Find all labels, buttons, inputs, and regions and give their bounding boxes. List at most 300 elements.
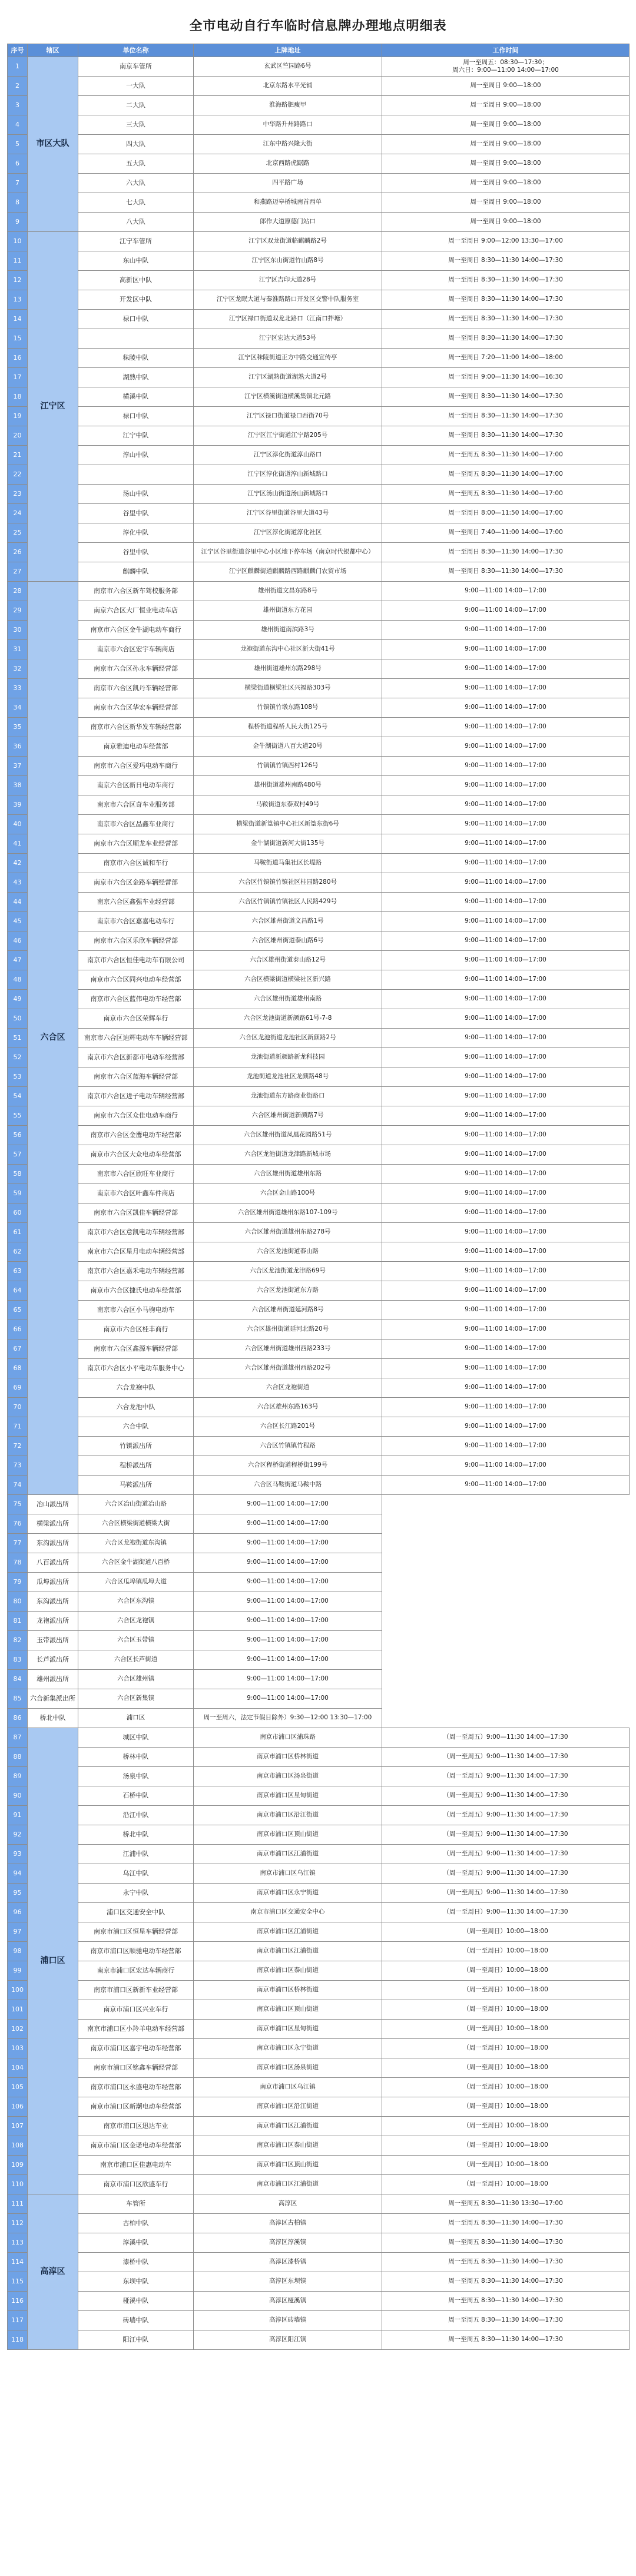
registration-address: 淮海路肥瘦甲	[194, 96, 382, 115]
working-hours: 周一至周五 8:30—11:30 14:00—17:30	[382, 2233, 630, 2253]
unit-name: 江浦中队	[78, 1845, 194, 1864]
row-number: 101	[8, 2000, 28, 2020]
registration-address: 龙袍街道东沟中心社区新大街41号	[194, 640, 382, 659]
registration-address: 六合区竹镇镇竹镇社区人民路429号	[194, 893, 382, 912]
registration-address: 江宁区秣陵街道正方中路交通宣传亭	[194, 349, 382, 368]
row-number: 32	[8, 659, 28, 679]
unit-name: 南京市浦口区新潮电动车经营部	[78, 2097, 194, 2117]
unit-name: 三大队	[78, 115, 194, 135]
unit-name: 南京市六合区嘉嘉电动车行	[78, 912, 194, 931]
table-row	[8, 601, 630, 621]
header-address: 上牌地址	[194, 44, 382, 57]
table-row	[8, 1534, 630, 1553]
row-number: 45	[8, 912, 28, 931]
working-hours: 9:00—11:00 14:00—17:00	[382, 1417, 630, 1437]
working-hours: 周一至周日 8:00—11:50 14:00—17:00	[382, 504, 630, 523]
working-hours: （周一至周五）9:00—11:30 14:00—17:30	[382, 1748, 630, 1767]
unit-name: 汤泉中队	[78, 1767, 194, 1786]
unit-name: 麒麟中队	[78, 562, 194, 582]
unit-name: 六合新集派出所	[28, 1689, 78, 1709]
unit-name: 南京市六合区大众电动车经营部	[78, 1145, 194, 1165]
registration-address: 南京市浦口区永宁街道	[194, 2039, 382, 2058]
row-number: 61	[8, 1223, 28, 1242]
working-hours: （周一至周五）9:00—11:30 14:00—17:30	[382, 1786, 630, 1806]
registration-address: 高淳区东坝镇	[194, 2272, 382, 2292]
working-hours: 9:00—11:00 14:00—17:00	[382, 795, 630, 815]
registration-address: 江宁区淳化街道淳山路口	[194, 446, 382, 465]
working-hours: 9:00—11:00 14:00—17:00	[382, 679, 630, 698]
table-header-row	[8, 44, 630, 57]
registration-address: 六合区雄州街道雄州南路	[194, 990, 382, 1009]
row-number: 20	[8, 426, 28, 446]
table-row	[8, 776, 630, 795]
table-row	[8, 1301, 630, 1320]
unit-name: 南京市六合区凯丹车辆经营部	[78, 679, 194, 698]
working-hours: 9:00—11:00 14:00—17:00	[382, 1184, 630, 1204]
registration-address: 六合区雄州街道文昌路1号	[194, 912, 382, 931]
unit-name: 六大队	[78, 174, 194, 193]
table-row	[8, 368, 630, 387]
row-number: 113	[8, 2233, 28, 2253]
unit-name: 南京六合区大厂恒业电动车店	[78, 601, 194, 621]
table-row	[8, 1748, 630, 1767]
working-hours: 9:00—11:00 14:00—17:00	[382, 1398, 630, 1417]
unit-name: 桥北中队	[28, 1709, 78, 1728]
row-number: 29	[8, 601, 28, 621]
registration-address: 六合区长芦街道	[78, 1650, 194, 1670]
registration-address: 六合区瓜埠镇瓜埠大道	[78, 1573, 194, 1592]
table-row	[8, 349, 630, 368]
unit-name: 永宁中队	[78, 1884, 194, 1903]
unit-name: 南京市六合区星月电动车辆经营部	[78, 1242, 194, 1262]
registration-address: 南京市浦口区永宁街道	[194, 1884, 382, 1903]
working-hours: 周一至周日 8:30—11:30 14:00—17:30	[382, 310, 630, 329]
row-number: 47	[8, 951, 28, 970]
table-row	[8, 1223, 630, 1242]
table-row	[8, 621, 630, 640]
district-cell: 市区大队	[28, 57, 78, 232]
working-hours: 9:00—11:00 14:00—17:00	[382, 776, 630, 795]
registration-address: 南京市浦口区乌江镇	[194, 2078, 382, 2097]
locations-table	[7, 44, 630, 2350]
unit-name: 南京市六合区嘉禾电动车辆经营部	[78, 1262, 194, 1281]
table-row	[8, 1281, 630, 1301]
working-hours: 周一至周五 8:30—11:30 14:00—17:30	[382, 2253, 630, 2272]
working-hours: （周一至周日）10:00—18:00	[382, 2097, 630, 2117]
working-hours: （周一至周日）10:00—18:00	[382, 2039, 630, 2058]
working-hours: 9:00—11:00 14:00—17:00	[382, 893, 630, 912]
row-number: 5	[8, 135, 28, 154]
table-row	[8, 1437, 630, 1456]
table-row	[8, 737, 630, 757]
unit-name: 雄州派出所	[28, 1670, 78, 1689]
row-number: 16	[8, 349, 28, 368]
working-hours: 9:00—11:00 14:00—17:00	[382, 1242, 630, 1262]
table-row	[8, 951, 630, 970]
table-row	[8, 1340, 630, 1359]
working-hours: （周一至周日）10:00—18:00	[382, 1942, 630, 1961]
registration-address: 江宁区宏达大道53号	[194, 329, 382, 349]
table-row	[8, 1689, 630, 1709]
row-number: 100	[8, 1981, 28, 2000]
working-hours: 9:00—11:00 14:00—17:00	[194, 1573, 382, 1592]
row-number: 2	[8, 77, 28, 96]
table-row	[8, 640, 630, 659]
table-row	[8, 1553, 630, 1573]
table-row	[8, 251, 630, 271]
row-number: 85	[8, 1689, 28, 1709]
table-row	[8, 2311, 630, 2330]
row-number: 76	[8, 1514, 28, 1534]
unit-name: 七大队	[78, 193, 194, 213]
row-number: 66	[8, 1320, 28, 1340]
row-number: 17	[8, 368, 28, 387]
row-number: 99	[8, 1961, 28, 1981]
unit-name: 八大队	[78, 213, 194, 232]
table-row	[8, 232, 630, 251]
unit-name: 开发区中队	[78, 290, 194, 310]
table-row	[8, 1048, 630, 1067]
row-number: 83	[8, 1650, 28, 1670]
registration-address: 横梁街道横梁社区兴福路303号	[194, 679, 382, 698]
working-hours: 9:00—11:00 14:00—17:00	[382, 1204, 630, 1223]
unit-name: 南京市六合区叶鑫车件商店	[78, 1184, 194, 1204]
row-number: 58	[8, 1165, 28, 1184]
district-cell: 浦口区	[28, 1728, 78, 2194]
unit-name: 南京六合区鑫强车业经营部	[78, 893, 194, 912]
unit-name: 南京市六合区顺龙车业经营部	[78, 834, 194, 854]
table-row	[8, 135, 630, 154]
table-row	[8, 2136, 630, 2156]
row-number: 15	[8, 329, 28, 349]
row-number: 11	[8, 251, 28, 271]
unit-name: 淳溪中队	[78, 2233, 194, 2253]
registration-address: 南京市浦口区江浦街道	[194, 1942, 382, 1961]
row-number: 49	[8, 990, 28, 1009]
working-hours: 9:00—11:00 14:00—17:00	[382, 854, 630, 873]
table-row	[8, 2330, 630, 2350]
working-hours: 周一至周五 8:30—11:30 13:30—17:00	[382, 2194, 630, 2214]
working-hours: 周一至周五 8:30—11:30 14:00—17:30	[382, 2311, 630, 2330]
table-row	[8, 1884, 630, 1903]
registration-address: 南京市浦口区乌江镇	[194, 1864, 382, 1884]
row-number: 107	[8, 2117, 28, 2136]
working-hours: 周一至周日 7:40—11:00 14:00—17:00	[382, 523, 630, 543]
registration-address: 江宁区禄口街道禄口西街70号	[194, 407, 382, 426]
row-number: 97	[8, 1922, 28, 1942]
working-hours: 9:00—11:00 14:00—17:00	[194, 1553, 382, 1573]
registration-address: 六合区雄州东路163号	[194, 1398, 382, 1417]
row-number: 68	[8, 1359, 28, 1378]
unit-name: 南京车管所	[78, 57, 194, 77]
row-number: 59	[8, 1184, 28, 1204]
registration-address: 六合区冶山街道冶山路	[78, 1495, 194, 1514]
registration-address: 江宁区谷里街道谷里大道43号	[194, 504, 382, 523]
row-number: 72	[8, 1437, 28, 1456]
registration-address: 南京市浦口区江浦街道	[194, 1845, 382, 1864]
unit-name: 南京市浦口区兴业车行	[78, 2000, 194, 2020]
row-number: 116	[8, 2292, 28, 2311]
working-hours: 周一至周日 8:30—11:30 14:00—17:30	[382, 562, 630, 582]
working-hours: 周一至周日 8:30—11:30 14:00—17:30	[382, 543, 630, 562]
working-hours: （周一至周五）9:00—11:30 14:00—17:30	[382, 1825, 630, 1845]
working-hours: （周一至周五）9:00—11:30 14:00—17:30	[382, 1767, 630, 1786]
unit-name: 程桥派出所	[78, 1456, 194, 1476]
unit-name: 石桥中队	[78, 1786, 194, 1806]
registration-address: 六合区横梁街道横梁社区新兴路	[194, 970, 382, 990]
unit-name: 禄口中队	[78, 407, 194, 426]
table-row	[8, 77, 630, 96]
working-hours: 9:00—11:00 14:00—17:00	[382, 1437, 630, 1456]
working-hours: 周一至周五 8:30—11:30 14:00—17:30	[382, 2292, 630, 2311]
working-hours: 9:00—11:00 14:00—17:00	[382, 1048, 630, 1067]
row-number: 77	[8, 1534, 28, 1553]
working-hours: 9:00—11:00 14:00—17:00	[382, 951, 630, 970]
registration-address: 江宁区禄口街道双龙北路口（江南口拌塘）	[194, 310, 382, 329]
page-title: 全市电动自行车临时信息牌办理地点明细表	[189, 18, 447, 34]
registration-address: 南京市浦口区泰山街道	[194, 2136, 382, 2156]
district-cell: 江宁区	[28, 232, 78, 582]
working-hours: 9:00—11:00 14:00—17:00	[382, 737, 630, 757]
row-number: 6	[8, 154, 28, 174]
row-number: 87	[8, 1728, 28, 1748]
working-hours: 周一至周五 8:30—11:30 14:00—17:30	[382, 2330, 630, 2350]
table-row	[8, 1204, 630, 1223]
working-hours: 周一至周日 9:00—11:30 14:00—16:30	[382, 368, 630, 387]
registration-address: 南京市浦口区星甸街道	[194, 1786, 382, 1806]
row-number: 115	[8, 2272, 28, 2292]
registration-address: 六合区新集镇	[78, 1689, 194, 1709]
registration-address: 南京市浦口区星甸街道	[194, 2020, 382, 2039]
working-hours: 9:00—11:00 14:00—17:00	[194, 1612, 382, 1631]
registration-address: 六合区龙池街道泰山路	[194, 1242, 382, 1262]
row-number: 74	[8, 1476, 28, 1495]
unit-name: 东沟派出所	[28, 1592, 78, 1612]
table-row	[8, 213, 630, 232]
registration-address: 六合区金山路100号	[194, 1184, 382, 1204]
table-row	[8, 1029, 630, 1048]
registration-address: 南京市浦口区顶山街道	[194, 2000, 382, 2020]
table-row	[8, 795, 630, 815]
table-row	[8, 1942, 630, 1961]
row-number: 54	[8, 1087, 28, 1106]
unit-name: 南京市六合区新车驾校服务部	[78, 582, 194, 601]
unit-name: 南京市浦口区顺驰电动车经营部	[78, 1942, 194, 1961]
table-row	[8, 523, 630, 543]
row-number: 50	[8, 1009, 28, 1029]
unit-name: 南京市浦口区恒星车辆经营部	[78, 1922, 194, 1942]
row-number: 112	[8, 2214, 28, 2233]
table-row	[8, 1806, 630, 1825]
registration-address: 玄武区竺园路6号	[194, 57, 382, 77]
table-row	[8, 1378, 630, 1398]
row-number: 105	[8, 2078, 28, 2097]
table-row	[8, 1728, 630, 1748]
registration-address: 江宁区双龙街道临麒麟路2号	[194, 232, 382, 251]
working-hours: 9:00—11:00 14:00—17:00	[382, 1301, 630, 1320]
registration-address: 六合区马鞍街道马鞍中路	[194, 1476, 382, 1495]
table-row	[8, 1845, 630, 1864]
working-hours: 9:00—11:00 14:00—17:00	[382, 1029, 630, 1048]
table-row	[8, 1262, 630, 1281]
table-row	[8, 1592, 630, 1612]
table-row	[8, 1786, 630, 1806]
registration-address: 横梁街道新篁镇中心社区新篁东街6号	[194, 815, 382, 834]
registration-address: 南京市浦口区江浦街道	[194, 2175, 382, 2194]
row-number: 82	[8, 1631, 28, 1650]
working-hours: 9:00—11:00 14:00—17:00	[382, 815, 630, 834]
unit-name: 南京市浦口区小羚羊电动车经营部	[78, 2020, 194, 2039]
row-number: 30	[8, 621, 28, 640]
registration-address: 南京市浦口区沿江街道	[194, 2097, 382, 2117]
row-number: 89	[8, 1767, 28, 1786]
registration-address: 高淳区阳江镇	[194, 2330, 382, 2350]
table-row	[8, 1320, 630, 1340]
unit-name: 长芦派出所	[28, 1650, 78, 1670]
registration-address: 六合区雄州街道新颜路7号	[194, 1106, 382, 1126]
working-hours: 9:00—11:00 14:00—17:00	[382, 834, 630, 854]
registration-address: 南京市浦口区江浦街道	[194, 2117, 382, 2136]
row-number: 52	[8, 1048, 28, 1067]
working-hours: 周一至周日 9:00—18:00	[382, 77, 630, 96]
table-row	[8, 815, 630, 834]
table-row	[8, 407, 630, 426]
row-number: 10	[8, 232, 28, 251]
registration-address: 江东中路兴隆大街	[194, 135, 382, 154]
working-hours: 9:00—11:00 14:00—17:00	[382, 1087, 630, 1106]
table-row	[8, 912, 630, 931]
registration-address: 六合区竹镇镇竹程路	[194, 1437, 382, 1456]
registration-address: 和燕路迈皋桥城南首西单	[194, 193, 382, 213]
unit-name: 砖墙中队	[78, 2311, 194, 2330]
unit-name: 南京市浦口区嘉宇电动车经营部	[78, 2039, 194, 2058]
table-row	[8, 1650, 630, 1670]
registration-address: 雄州街道东方花园	[194, 601, 382, 621]
registration-address: 马鞍街道东泰双村49号	[194, 795, 382, 815]
unit-name: 淳山中队	[78, 446, 194, 465]
working-hours: （周一至周日）10:00—18:00	[382, 2058, 630, 2078]
unit-name: 古柏中队	[78, 2214, 194, 2233]
district-cell: 六合区	[28, 582, 78, 1495]
table-row	[8, 2058, 630, 2078]
row-number: 64	[8, 1281, 28, 1301]
table-row	[8, 1359, 630, 1378]
registration-address: 中华路升州路路口	[194, 115, 382, 135]
working-hours: 周一至周日 8:30—11:30 14:00—17:30	[382, 290, 630, 310]
working-hours: 9:00—11:00 14:00—17:00	[382, 1145, 630, 1165]
registration-address: 六合区龙池街道东方路	[194, 1281, 382, 1301]
unit-name: 南京市六合区金牛湖电动车商行	[78, 621, 194, 640]
unit-name: 龙袍派出所	[28, 1612, 78, 1631]
working-hours: 9:00—11:00 14:00—17:00	[382, 601, 630, 621]
table-row	[8, 1067, 630, 1087]
unit-name: 谷里中队	[78, 543, 194, 562]
registration-address: 郎作大道原德门站口	[194, 213, 382, 232]
row-number: 60	[8, 1204, 28, 1223]
table-row	[8, 1417, 630, 1437]
unit-name: 漆桥中队	[78, 2253, 194, 2272]
table-row	[8, 1767, 630, 1786]
unit-name: 南京市六合区乐欣车辆经营部	[78, 931, 194, 951]
working-hours: （周一至周五）9:00—11:30 14:00—17:30	[382, 1884, 630, 1903]
row-number: 41	[8, 834, 28, 854]
row-number: 14	[8, 310, 28, 329]
row-number: 7	[8, 174, 28, 193]
table-row	[8, 2117, 630, 2136]
registration-address: 六合区金牛湖街道八百桥	[78, 1553, 194, 1573]
table-row	[8, 1670, 630, 1689]
row-number: 27	[8, 562, 28, 582]
header-unit: 单位名称	[78, 44, 194, 57]
unit-name: 南京市六合区欣旺车业商行	[78, 1165, 194, 1184]
working-hours: 周一至周日 9:00—18:00	[382, 154, 630, 174]
table-row	[8, 834, 630, 854]
header-seq: 序号	[8, 44, 28, 57]
unit-name: 南京市六合区捷氏电动车经营部	[78, 1281, 194, 1301]
table-row	[8, 854, 630, 873]
table-row	[8, 1573, 630, 1592]
registration-address: 六合区雄州街道凤凰花园路51号	[194, 1126, 382, 1145]
table-row	[8, 1903, 630, 1922]
row-number: 18	[8, 387, 28, 407]
row-number: 35	[8, 718, 28, 737]
registration-address: 金牛湖街道新河大街135号	[194, 834, 382, 854]
working-hours: 9:00—11:00 14:00—17:00	[194, 1514, 382, 1534]
working-hours: （周一至周日）10:00—18:00	[382, 2020, 630, 2039]
table-row	[8, 193, 630, 213]
row-number: 8	[8, 193, 28, 213]
unit-name: 淳化中队	[78, 523, 194, 543]
registration-address: 六合区雄州镇	[78, 1670, 194, 1689]
registration-address: 四平路广场	[194, 174, 382, 193]
unit-name: 横溪中队	[78, 387, 194, 407]
working-hours: 周一至周日 9:00—18:00	[382, 213, 630, 232]
working-hours: （周一至周日）10:00—18:00	[382, 2000, 630, 2020]
table-row	[8, 1184, 630, 1204]
table-row	[8, 426, 630, 446]
row-number: 56	[8, 1126, 28, 1145]
registration-address: 六合区龙池街道龙池社区新颜路2号	[194, 1029, 382, 1048]
unit-name: 南京市浦口区宏达车辆商行	[78, 1961, 194, 1981]
registration-address: 雄州街道雄州南路480号	[194, 776, 382, 795]
registration-address: 六合区程桥街道程桥街199号	[194, 1456, 382, 1476]
table-row	[8, 931, 630, 951]
row-number: 63	[8, 1262, 28, 1281]
registration-address: 高淳区桠溪镇	[194, 2292, 382, 2311]
registration-address: 雄州街道文昌东路8号	[194, 582, 382, 601]
table-row	[8, 1087, 630, 1106]
unit-name: 东山中队	[78, 251, 194, 271]
table-row	[8, 1709, 630, 1728]
working-hours: （周一至周日）10:00—18:00	[382, 2136, 630, 2156]
registration-address: 浦口区	[78, 1709, 194, 1728]
working-hours: 9:00—11:00 14:00—17:00	[382, 1456, 630, 1476]
row-number: 43	[8, 873, 28, 893]
working-hours: （周一至周日）10:00—18:00	[382, 2078, 630, 2097]
row-number: 22	[8, 465, 28, 485]
unit-name: 南京市六合区迪辉电动车车辆经营部	[78, 1029, 194, 1048]
unit-name: 六合龙袍中队	[78, 1378, 194, 1398]
unit-name: 南京市六合区桂丰商行	[78, 1320, 194, 1340]
working-hours: 周一至周日 9:00—18:00	[382, 96, 630, 115]
registration-address: 江宁区麒麟街道麒麟路西路麒麟门农贸市场	[194, 562, 382, 582]
working-hours: （周一至周日）10:00—18:00	[382, 2117, 630, 2136]
row-number: 75	[8, 1495, 28, 1514]
registration-address: 竹镇镇竹镇西村126号	[194, 757, 382, 776]
registration-address: 南京市浦口区顶山街道	[194, 1825, 382, 1845]
unit-name: 六合中队	[78, 1417, 194, 1437]
row-number: 65	[8, 1301, 28, 1320]
